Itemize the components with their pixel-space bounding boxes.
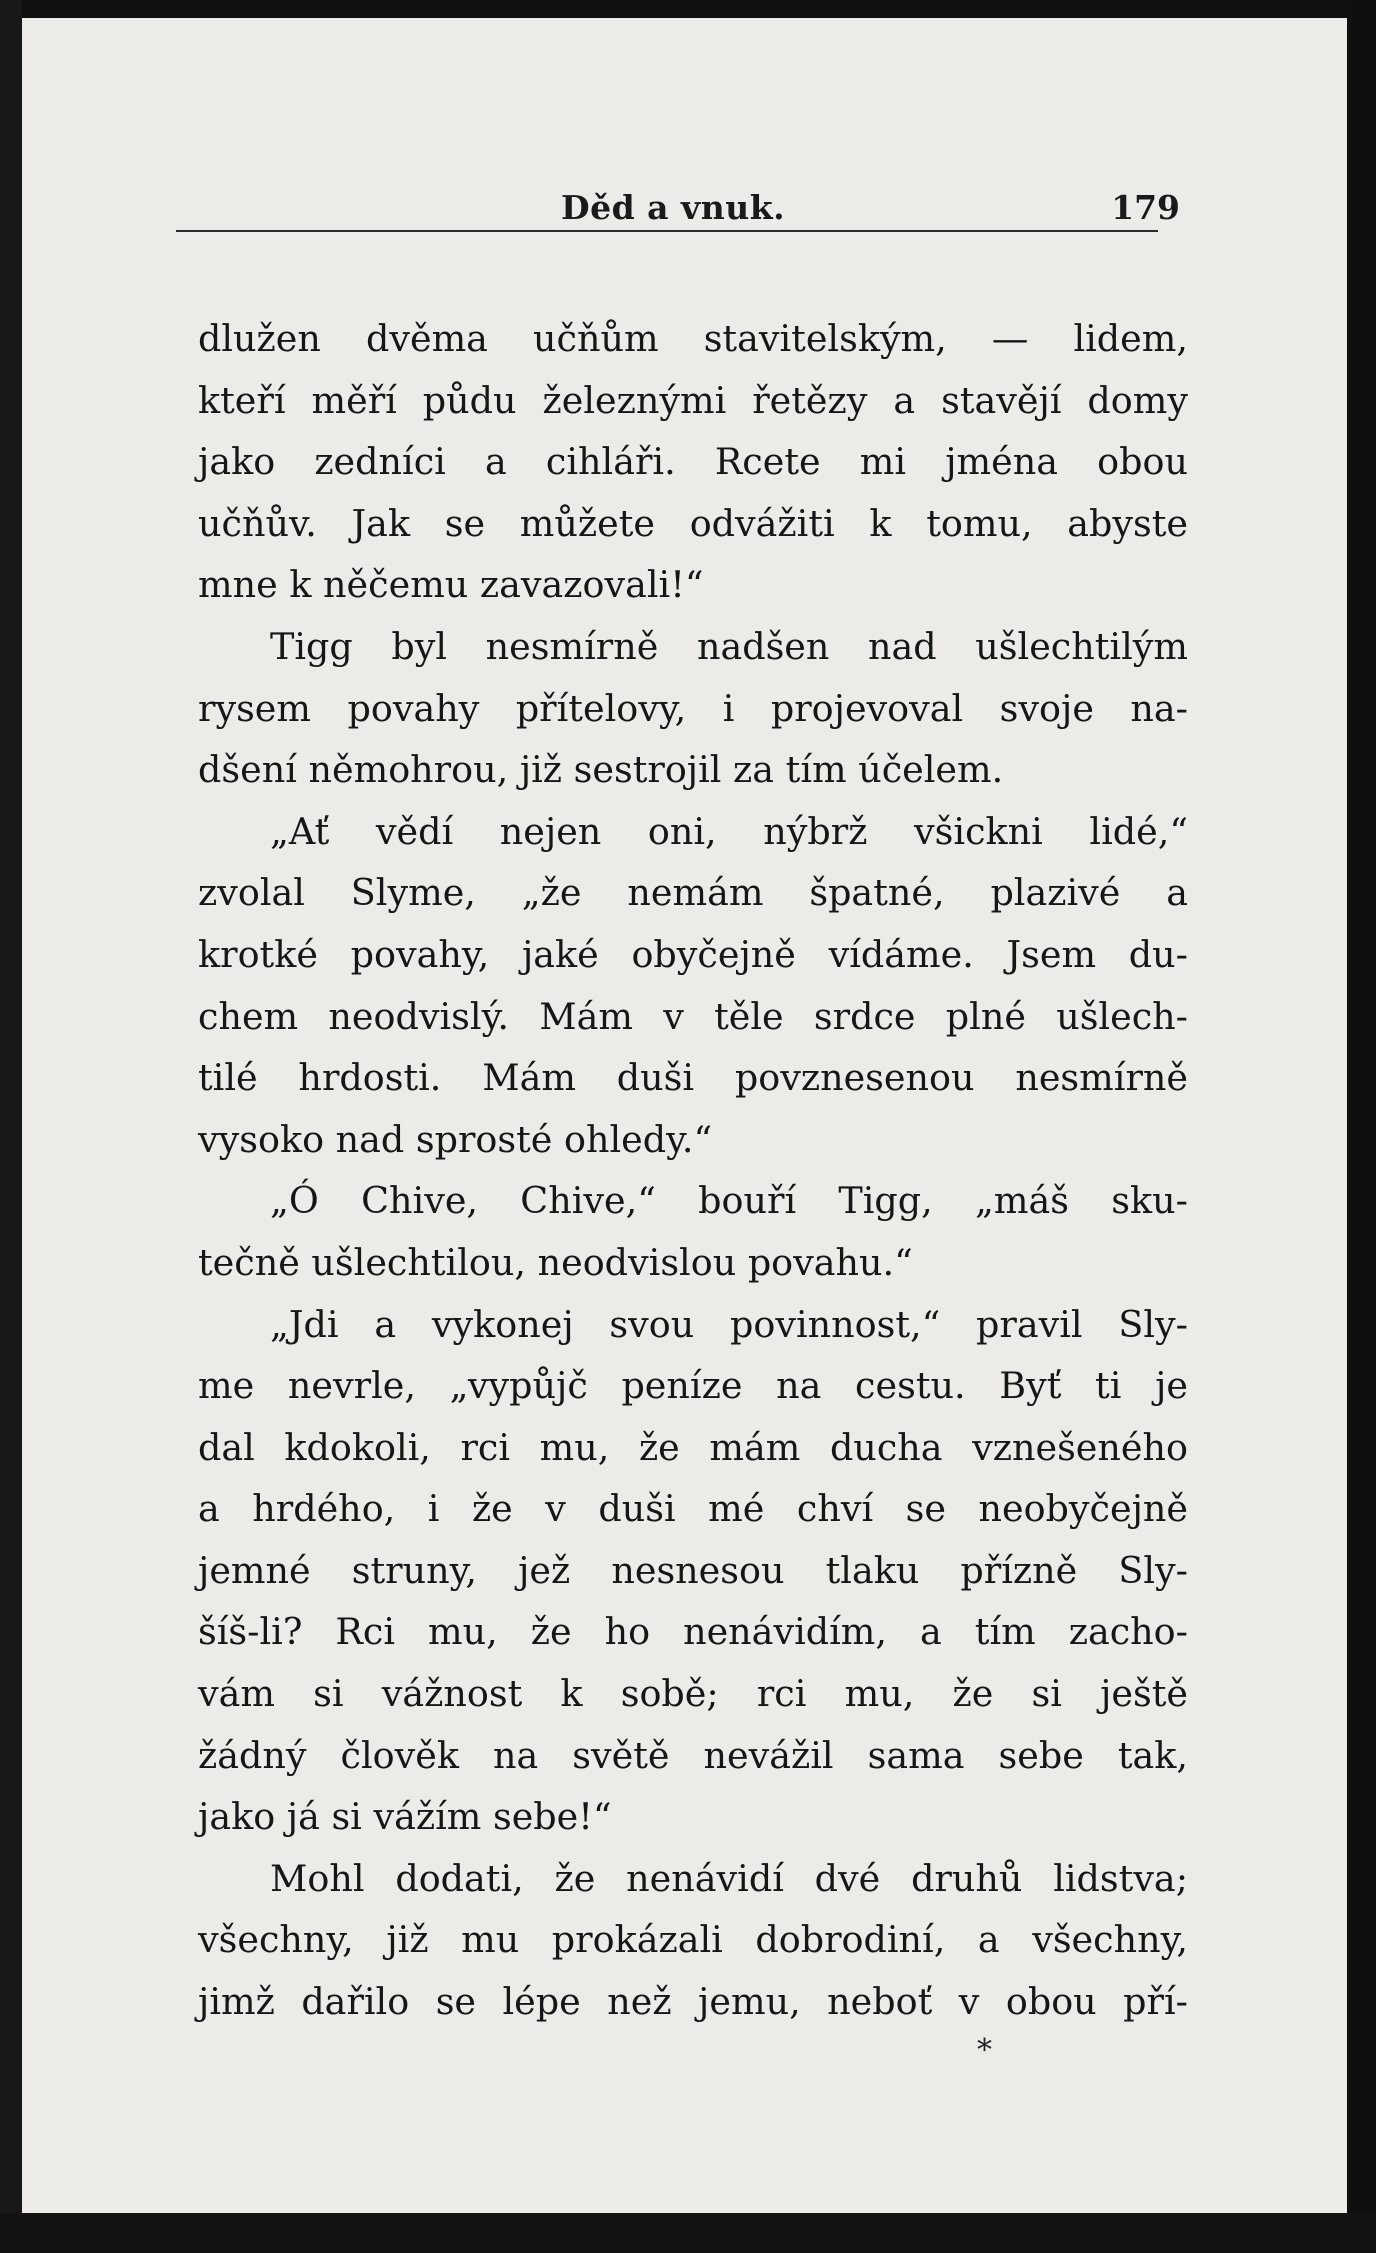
text-line: Tigg byl nesmírně nadšen nad ušlechtilým xyxy=(270,624,1188,668)
text-line: jimž dařilo se lépe než jemu, neboť v obou pří- xyxy=(198,1980,1188,2024)
text-line: me nevrle, „vypůjč peníze na cestu. Byť ti je xyxy=(198,1364,1188,1408)
text-line: dlužen dvěma učňům stavitelským, — lidem, xyxy=(198,317,1188,360)
text-line: mne k něčemu zavazovali!“ xyxy=(198,563,704,607)
text-line: jako zedníci a cihláři. Rcete mi jména obou xyxy=(198,440,1188,484)
text-line: rysem povahy přítelovy, i projevoval svoje na- xyxy=(198,686,1188,730)
text-line: všechny, již mu prokázali dobrodiní, a všechny, xyxy=(198,1918,1188,1962)
running-head: Děd a vnuk. xyxy=(561,188,786,227)
text-line: „Jdi a vykonej svou povinnost,“ pravil Sly- xyxy=(270,1302,1188,1346)
text-line: kteří měří půdu železnými řetězy a stavějí domy xyxy=(198,378,1188,422)
page-header xyxy=(198,188,1180,248)
text-line: zvolal Slyme, „že nemám špatné, plazivé a xyxy=(198,871,1188,915)
text-line: žádný člověk na světě nevážil sama sebe tak, xyxy=(198,1733,1188,1777)
signature-mark: * xyxy=(977,2033,992,2068)
text-line: a hrdého, i že v duši mé chví se neobyčejně xyxy=(198,1487,1188,1531)
text-line: jako já si vážím sebe!“ xyxy=(198,1795,612,1839)
scan-edge-bottom xyxy=(0,2213,1376,2253)
scan-edge-right xyxy=(1347,0,1376,2253)
page-number: 179 xyxy=(1111,188,1180,227)
text-line: vám si vážnost k sobě; rci mu, že si ještě xyxy=(198,1672,1188,1716)
text-line: „Ó Chive, Chive,“ bouří Tigg, „máš sku- xyxy=(270,1179,1188,1223)
text-line: chem neodvislý. Mám v těle srdce plné ušlech- xyxy=(198,994,1188,1038)
scan-edge-left xyxy=(0,0,22,2253)
text-line: tilé hrdosti. Mám duši povznesenou nesmírně xyxy=(198,1056,1188,1100)
text-line: dal kdokoli, rci mu, že mám ducha vznešeného xyxy=(198,1425,1188,1469)
text-line: krotké povahy, jaké obyčejně vídáme. Jsem du- xyxy=(198,932,1188,976)
text-line: vysoko nad sprosté ohledy.“ xyxy=(198,1117,713,1161)
header-rule xyxy=(176,230,1158,232)
text-line: dšení němohrou, již sestrojil za tím účelem. xyxy=(198,748,1004,792)
text-line: tečně ušlechtilou, neodvislou povahu.“ xyxy=(198,1240,913,1284)
text-line: jemné struny, jež nesnesou tlaku přízně Sly- xyxy=(198,1548,1188,1592)
book-page xyxy=(22,18,1347,2213)
text-line: šíš-li? Rci mu, že ho nenávidím, a tím zacho- xyxy=(198,1610,1188,1654)
body-text xyxy=(198,308,1188,2033)
text-line: „Ať vědí nejen oni, nýbrž všickni lidé,“ xyxy=(270,809,1188,853)
text-line: Mohl dodati, že nenávidí dvé druhů lidstva; xyxy=(270,1856,1188,1900)
text-line: učňův. Jak se můžete odvážiti k tomu, abyste xyxy=(198,501,1188,545)
